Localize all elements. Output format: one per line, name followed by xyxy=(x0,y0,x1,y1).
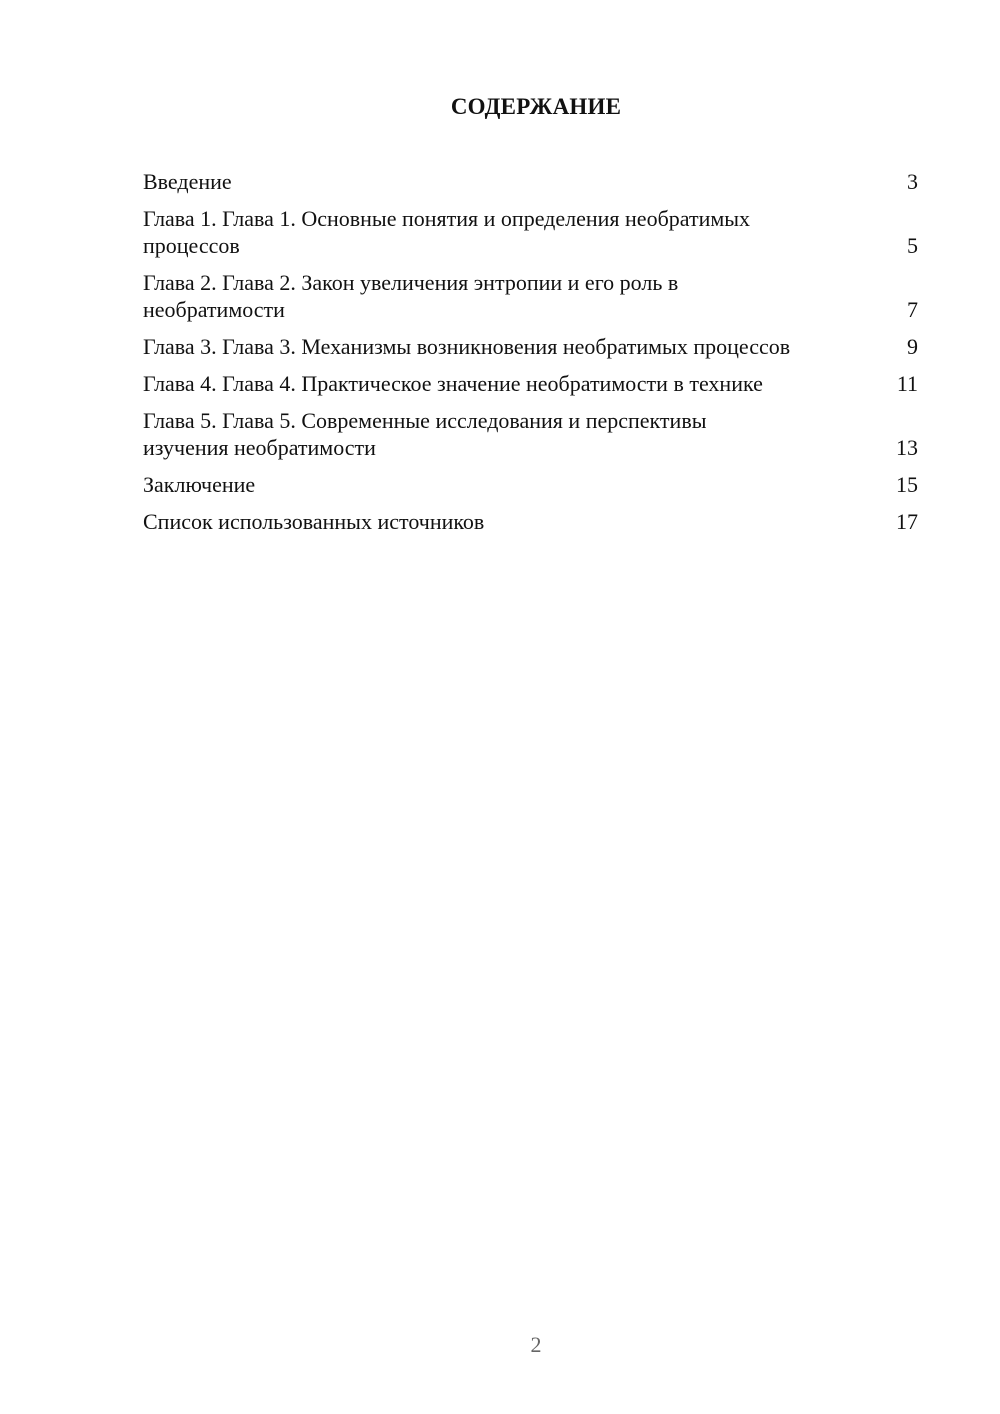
toc-entry-references xyxy=(143,508,918,535)
toc-entry-text: Заключение xyxy=(143,472,256,497)
toc-entry-text: Введение xyxy=(143,169,232,194)
toc-entry-text: Список использованных источников xyxy=(143,509,485,534)
toc-entry-chapter-4 xyxy=(143,370,918,397)
toc-entry-page: 9 xyxy=(907,334,918,359)
toc-entry-page: 15 xyxy=(896,472,918,497)
toc-entry-text: Глава 4. Глава 4. Практическое значение необратимости в технике xyxy=(143,371,763,396)
toc-entry-text: Глава 3. Глава 3. Механизмы возникновения необратимых процессов xyxy=(143,334,791,359)
toc-entry-chapter-5 xyxy=(143,407,918,461)
toc-entry-page: 13 xyxy=(896,435,918,460)
toc-entry-chapter-3 xyxy=(143,333,918,360)
toc-list xyxy=(143,168,918,545)
toc-entry-page: 17 xyxy=(896,509,918,534)
toc-entry-introduction xyxy=(143,168,918,195)
toc-entry-page: 7 xyxy=(907,297,918,322)
toc-entry-text: Глава 1. Глава 1. Основные понятия и определения необратимых процессов xyxy=(143,206,751,258)
toc-entry-text: Глава 2. Глава 2. Закон увеличения энтропии и его роль в необратимости xyxy=(143,270,679,322)
toc-entry-page: 5 xyxy=(907,233,918,258)
toc-entry-chapter-2 xyxy=(143,269,918,323)
toc-entry-page: 3 xyxy=(907,169,918,194)
page-number: 2 xyxy=(530,1332,542,1357)
toc-entry-text: Глава 5. Глава 5. Современные исследования и перспективы изучения необратимости xyxy=(143,408,707,460)
toc-entry-chapter-1 xyxy=(143,205,918,259)
toc-entry-page: 11 xyxy=(896,371,918,396)
toc-entry-conclusion xyxy=(143,471,918,498)
toc-title: СОДЕРЖАНИЕ xyxy=(450,94,622,119)
